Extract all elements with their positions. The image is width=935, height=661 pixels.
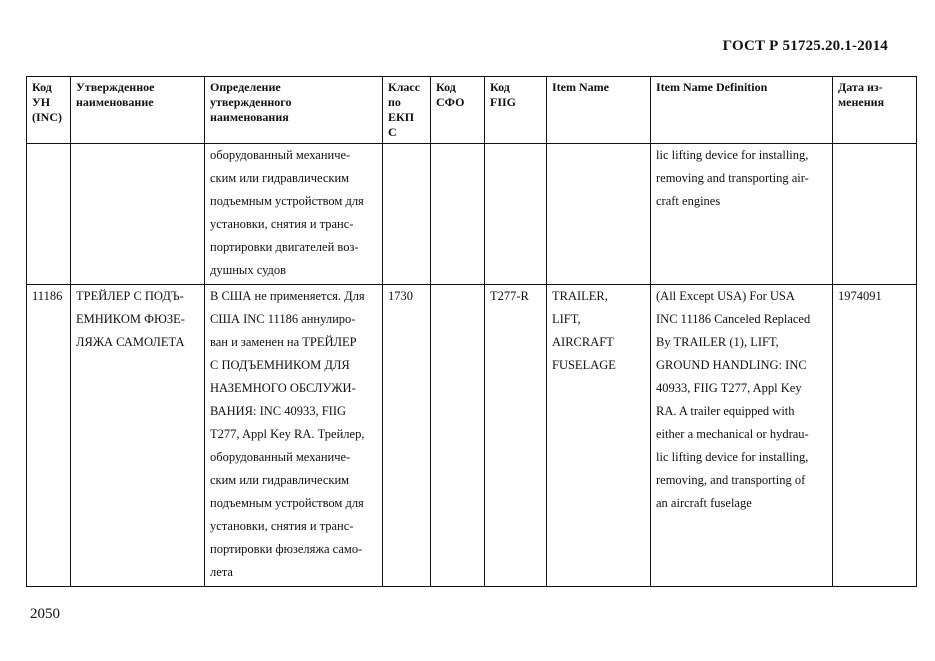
text-line: Item Name bbox=[552, 80, 609, 94]
text-line: either a mechanical or hydrau- bbox=[656, 427, 809, 441]
class-cell bbox=[383, 144, 431, 285]
text-line: ван и заменен на ТРЕЙЛЕР bbox=[210, 335, 357, 349]
text-line: наименование bbox=[76, 95, 154, 109]
text-line: подъемным устройством для bbox=[210, 496, 364, 510]
approved-name-cell bbox=[71, 144, 205, 285]
text-line: портировки фюзеляжа само- bbox=[210, 542, 363, 556]
text-line: removing, and transporting of bbox=[656, 473, 806, 487]
text-line: менения bbox=[838, 95, 885, 109]
text-line: утвержденного bbox=[210, 95, 292, 109]
text-line: ТРЕЙЛЕР С ПОДЪ- bbox=[76, 289, 184, 303]
text-line: GROUND HANDLING: INC bbox=[656, 358, 807, 372]
text-line: ВАНИЯ: INC 40933, FIIG bbox=[210, 404, 347, 418]
class-cell: 1730 bbox=[383, 285, 431, 587]
text-line: Код bbox=[436, 80, 456, 94]
document-id: ГОСТ Р 51725.20.1-2014 bbox=[722, 38, 888, 54]
text-line: США INC 11186 аннулиро- bbox=[210, 312, 356, 326]
text-line: ским или гидравлическим bbox=[210, 171, 350, 185]
text-line: по bbox=[388, 95, 401, 109]
text-line: craft engines bbox=[656, 194, 721, 208]
text-line: Утвержденное bbox=[76, 80, 155, 94]
column-header bbox=[431, 77, 485, 144]
table-row bbox=[27, 285, 917, 587]
text-line: лета bbox=[210, 565, 233, 579]
approved-name-cell bbox=[71, 285, 205, 587]
text-line: (INC) bbox=[32, 110, 62, 124]
text-line: Item Name Definition bbox=[656, 80, 768, 94]
text-line: оборудованный механиче- bbox=[210, 148, 351, 162]
sfo-cell bbox=[431, 285, 485, 587]
column-header bbox=[71, 77, 205, 144]
date-cell bbox=[833, 144, 917, 285]
text-line: INC 11186 Canceled Replaced bbox=[656, 312, 811, 326]
text-line: LIFT, bbox=[552, 312, 581, 326]
text-line: душных судов bbox=[210, 263, 287, 277]
text-line: lic lifting device for installing, bbox=[656, 450, 809, 464]
text-line: ЕМНИКОМ ФЮЗЕ- bbox=[76, 312, 185, 326]
text-line: Код bbox=[32, 80, 52, 94]
text-line: С ПОДЪЕМНИКОМ ДЛЯ bbox=[210, 358, 350, 372]
text-line: FIIG bbox=[490, 95, 517, 109]
text-line: наименования bbox=[210, 110, 289, 124]
text-line: оборудованный механиче- bbox=[210, 450, 351, 464]
catalog-table bbox=[26, 76, 917, 587]
page-number: 2050 bbox=[30, 606, 60, 622]
text-line: removing and transporting air- bbox=[656, 171, 809, 185]
item-name-cell bbox=[547, 285, 651, 587]
text-line: ЛЯЖА САМОЛЕТА bbox=[76, 335, 185, 349]
text-line: FUSELAGE bbox=[552, 358, 616, 372]
text-line: СФО bbox=[436, 95, 465, 109]
text-line: an aircraft fuselage bbox=[656, 496, 752, 510]
text-line: AIRCRAFT bbox=[552, 335, 614, 349]
text-line: Код bbox=[490, 80, 510, 94]
text-line: установки, снятия и транс- bbox=[210, 217, 354, 231]
date-cell: 1974091 bbox=[833, 285, 917, 587]
definition-cell bbox=[205, 285, 383, 587]
text-line: Определение bbox=[210, 80, 281, 94]
text-line: TRAILER, bbox=[552, 289, 608, 303]
item-definition-cell bbox=[651, 144, 833, 285]
column-header bbox=[27, 77, 71, 144]
text-line: НАЗЕМНОГО ОБСЛУЖИ- bbox=[210, 381, 356, 395]
column-header bbox=[651, 77, 833, 144]
text-line: подъемным устройством для bbox=[210, 194, 364, 208]
item-definition-cell bbox=[651, 285, 833, 587]
column-header bbox=[485, 77, 547, 144]
text-line: T277, Appl Key RA. Трейлер, bbox=[210, 427, 365, 441]
column-header bbox=[833, 77, 917, 144]
text-line: ским или гидравлическим bbox=[210, 473, 350, 487]
column-header bbox=[205, 77, 383, 144]
text-line: (All Except USA) For USA bbox=[656, 289, 795, 303]
inc-cell: 11186 bbox=[27, 285, 71, 587]
item-name-cell bbox=[547, 144, 651, 285]
text-line: Дата из- bbox=[838, 80, 883, 94]
column-header bbox=[547, 77, 651, 144]
table-row bbox=[27, 144, 917, 285]
text-line: портировки двигателей воз- bbox=[210, 240, 359, 254]
text-line: установки, снятия и транс- bbox=[210, 519, 354, 533]
definition-cell bbox=[205, 144, 383, 285]
fiig-cell: T277-R bbox=[485, 285, 547, 587]
sfo-cell bbox=[431, 144, 485, 285]
text-line: 40933, FIIG T277, Appl Key bbox=[656, 381, 802, 395]
text-line: УН bbox=[32, 95, 51, 109]
table-header-row bbox=[27, 77, 917, 144]
text-line: В США не применяется. Для bbox=[210, 289, 365, 303]
column-header bbox=[383, 77, 431, 144]
fiig-cell bbox=[485, 144, 547, 285]
text-line: Класс bbox=[388, 80, 421, 94]
text-line: By TRAILER (1), LIFT, bbox=[656, 335, 779, 349]
text-line: С bbox=[388, 125, 397, 139]
text-line: lic lifting device for installing, bbox=[656, 148, 809, 162]
inc-cell bbox=[27, 144, 71, 285]
text-line: ЕКП bbox=[388, 110, 415, 124]
text-line: RA. A trailer equipped with bbox=[656, 404, 795, 418]
